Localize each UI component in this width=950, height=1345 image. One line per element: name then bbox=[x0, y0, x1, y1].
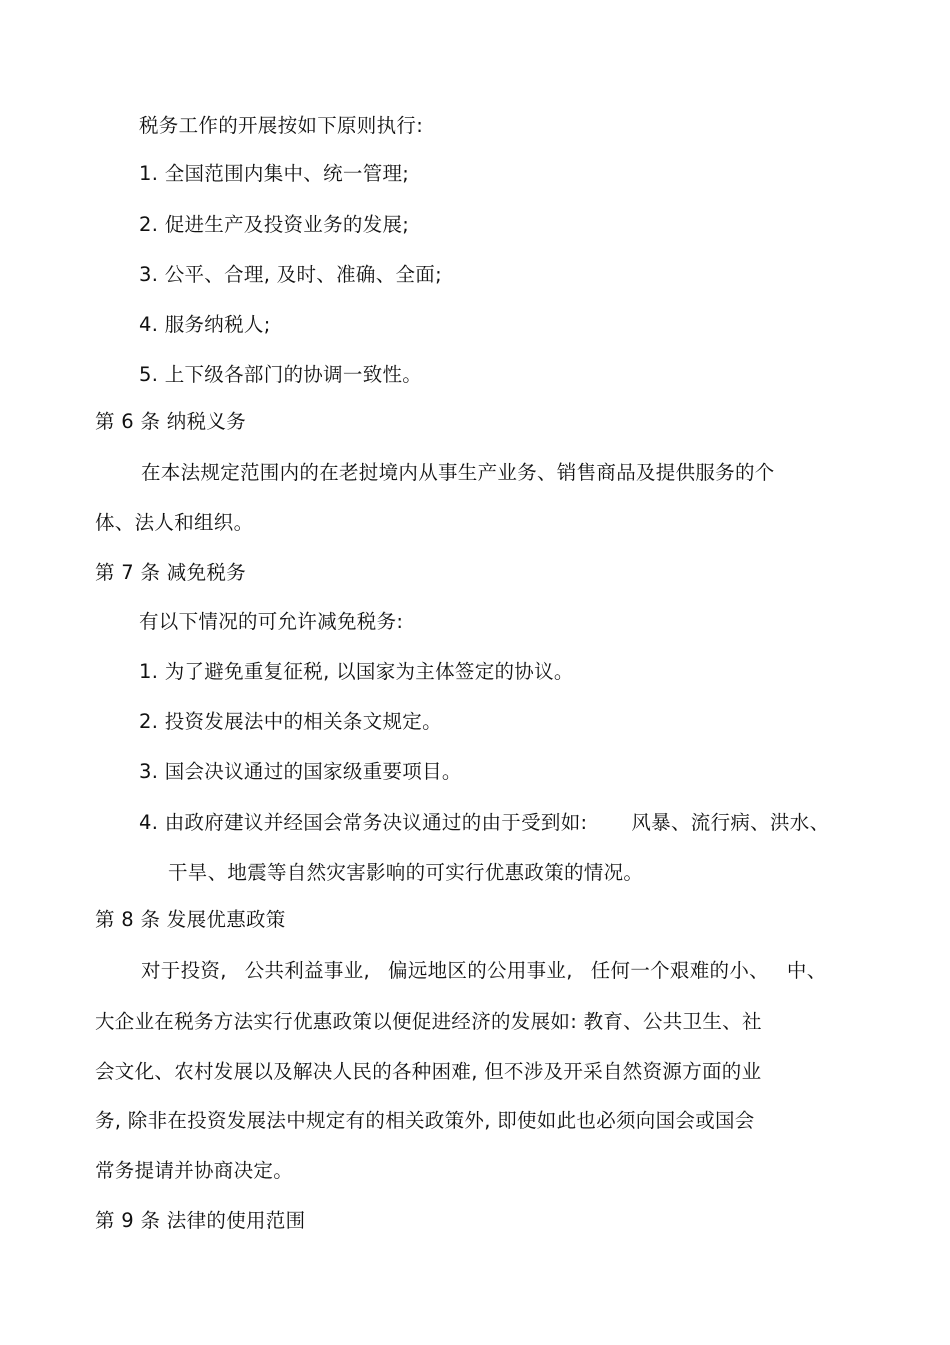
principle-item-1: 1. 全国范围内集中、统一管理; bbox=[139, 162, 410, 185]
principle-item-4: 4. 服务纳税人; bbox=[139, 313, 271, 336]
article-8-line-1-part-4: 任何一个艰难的小、 bbox=[590, 959, 769, 982]
article-8-line-1-part-2: 公共利益事业, bbox=[244, 959, 371, 982]
article-8-line-1-part-1: 对于投资, bbox=[141, 959, 227, 982]
principle-item-5: 5. 上下级各部门的协调一致性。 bbox=[139, 363, 423, 386]
article-6-body-line-1: 在本法规定范围内的在老挝境内从事生产业务、销售商品及提供服务的个 bbox=[141, 461, 775, 484]
article-8-body-line-4: 务, 除非在投资发展法中规定有的相关政策外, 即使如此也必须向国会或国会 bbox=[95, 1109, 755, 1132]
article-6-body-line-2: 体、法人和组织。 bbox=[95, 511, 254, 534]
principles-intro: 税务工作的开展按如下原则执行: bbox=[139, 114, 424, 137]
article-8-body-line-3: 会文化、农村发展以及解决人民的各种困难, 但不涉及开采自然资源方面的业 bbox=[95, 1060, 762, 1083]
article-7-item-4-line-2: 干旱、地震等自然灾害影响的可实行优惠政策的情况。 bbox=[168, 861, 644, 884]
article-7-intro: 有以下情况的可允许减免税务: bbox=[139, 610, 404, 633]
article-8-body-line-1 bbox=[141, 957, 827, 985]
article-7-item-3: 3. 国会决议通过的国家级重要项目。 bbox=[139, 760, 462, 783]
article-8-heading: 第 8 条 发展优惠政策 bbox=[95, 908, 286, 931]
article-7-item-2: 2. 投资发展法中的相关条文规定。 bbox=[139, 710, 442, 733]
article-8-line-1-part-5: 中、 bbox=[786, 959, 827, 982]
article-7-item-4-line-1 bbox=[139, 809, 829, 837]
article-9-heading: 第 9 条 法律的使用范围 bbox=[95, 1209, 306, 1232]
principle-item-3: 3. 公平、合理, 及时、准确、全面; bbox=[139, 263, 442, 286]
article-7-item-1: 1. 为了避免重复征税, 以国家为主体签定的协议。 bbox=[139, 660, 574, 683]
principle-item-2: 2. 促进生产及投资业务的发展; bbox=[139, 213, 410, 236]
article-7-item-4-part-1: 4. 由政府建议并经国会常务决议通过的由于受到如: bbox=[139, 811, 588, 834]
article-7-heading: 第 7 条 减免税务 bbox=[95, 561, 247, 584]
article-8-body-line-2: 大企业在税务方法实行优惠政策以便促进经济的发展如: 教育、公共卫生、社 bbox=[95, 1010, 762, 1033]
article-8-body-line-5: 常务提请并协商决定。 bbox=[95, 1159, 294, 1182]
article-7-item-4-part-2: 风暴、流行病、洪水、 bbox=[631, 811, 830, 834]
article-8-line-1-part-3: 偏远地区的公用事业, bbox=[388, 959, 573, 982]
article-6-heading: 第 6 条 纳税义务 bbox=[95, 410, 247, 433]
